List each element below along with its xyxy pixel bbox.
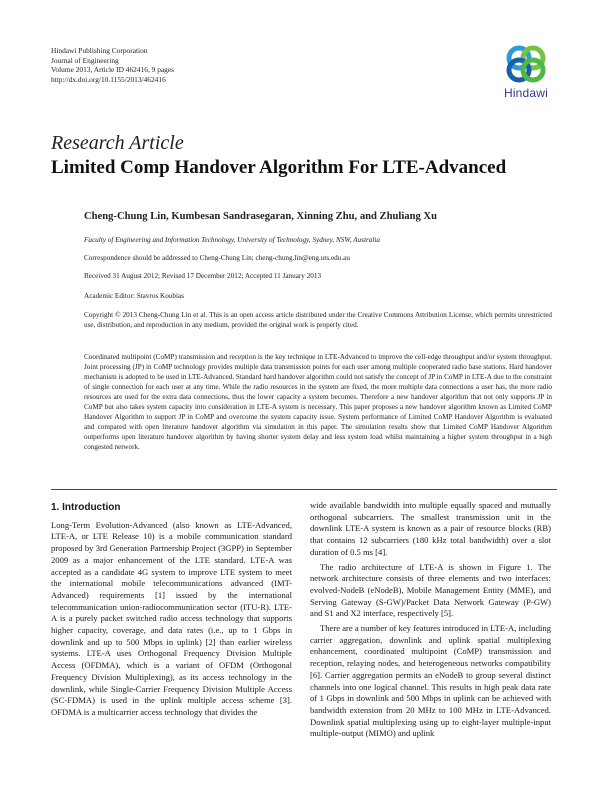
hindawi-logo (496, 44, 556, 108)
hindawi-logo-text: Hindawi (503, 86, 549, 100)
doi-link[interactable]: http://dx.doi.org/10.1155/2013/462416 (51, 74, 166, 84)
journal-name: Journal of Engineering (51, 55, 119, 65)
body-column-right (310, 500, 551, 798)
abstract: Coordinated multipoint (CoMP) transmission and reception is the key technique in LTE-Advanced to improve the cell-edge throughput and/or system throughput. Joint processing (JP) in CoMP technology provides multiple data transmission points for each user among multiple cooperated radio base stations. Hard handover mechanism is adopted to be used in LTE-Advanced. Standard hard handover algorithm could not satisfy the concept of JP in CoMP in LTE-A due to the constraint of single connection for each user at any time. While the radio resources in the system are fixed, the more multiple data connections a user has, the more radio resources are used for the extra data connections, thus the lower capacity a system becomes. Therefore a new handover algorithm that not only supports JP in CoMP but also takes system capacity into consideration in LTE-A system is necessary. This paper proposes a new handover algorithm known as Limited CoMP Handover Algorithm to support JP in CoMP and overcome the system capacity issue. System performance of Limited CoMP Handover Algorithm is evaluated and compared with open literature handover algorithm via simulation in this paper. The simulation results show that Limited CoMP Handover Algorithm outperforms open literature handover algorithm by having shorter system delay and less system load whilst maintaining a higher system throughput in a high congested network. (84, 353, 552, 451)
paper-title: Limited Comp Handover Algorithm For LTE-Advanced (51, 157, 507, 178)
hindawi-logo-icon (504, 44, 548, 84)
body-column-left (51, 502, 292, 800)
author-list: Cheng-Chung Lin, Kumbesan Sandrasegaran, Xinning Zhu, and Zhuliang Xu (84, 211, 437, 222)
body-paragraph: wide available bandwidth into multiple equally spaced and mutually orthogonal subcarriers. The smallest transmission unit in the downlink LTE-A system is known as a pair of resource blocks (RB) that contains 12 subcarriers (180 kHz total bandwidth) over a slot duration of 0.5 ms [4]. (310, 500, 551, 557)
volume-info: Volume 2013, Article ID 462416, 9 pages (51, 65, 175, 75)
body-paragraph: There are a number of key features introduced in LTE-A, including carrier aggregation, downlink and uplink spatial multiplexing enhancement, coordinated multipoint (CoMP) transmission and reception, relaying nodes, and heterogeneous networks compatibility [6]. Carrier aggregation permits an eNodeB to group several distinct channels into one logical channel. This results in high peak data rate of 1 Gbps in downlink and 500 Mbps in uplink can be achieved with bandwidth extension from 20 MHz to 100 MHz in LTE-Advanced. Downlink spatial multiplexing using up to eight-layer multiple-input multiple-output (MIMO) and uplink (310, 623, 551, 739)
article-type: Research Article (51, 132, 184, 154)
correspondence: Correspondence should be addressed to Cheng-Chung Lin; cheng-chung.lin@eng.uts.edu.au (84, 254, 350, 262)
body-paragraph: Long-Term Evolution-Advanced (also known as LTE-Advanced, LTE-A, or LTE Release 10) is a mobile communication standard proposed by 3rd Generation Partnership Project (3GPP) in September 2009 as a major enhancement of the LTE standard. LTE-A was accepted as a candidate 4G system to improve LTE system to meet the international mobile telecommunications advanced (IMT-Advanced) requirements [1] issued by the international telecommunication union-radiocommunication sector (ITU-R). LTE-A is a purely packet switched radio access technology that supports higher capacity, coverage, and data rates (i.e., up to 1 Gbps in downlink and up to 500 Mbps in uplink) [2] than earlier wireless systems. LTE-A uses Orthogonal Frequency Division Multiple Access (OFDMA), which is a variant of OFDM (Orthogonal Frequency Division Multiplexing), as its access technology in the downlink, while Single-Carrier Frequency Division Multiple Access (SC-FDMA) is used in the uplink multiple access scheme [3]. OFDMA is a multicarrier access technology that divides the (51, 519, 292, 717)
body-paragraph: The radio architecture of LTE-A is shown in Figure 1. The network architecture consists of three elements and two interfaces: evolved-NodeB (eNodeB), Mobile Management Entity (MME), and Serving Gateway (S-GW)/Packet Data Network Gateway (P-GW) and S1 and X2 interface, respectively [5]. (310, 561, 551, 619)
received-dates: Received 31 August 2012; Revised 17 December 2012; Accepted 11 January 2013 (84, 272, 322, 280)
section-divider (51, 489, 557, 490)
copyright-notice: Copyright © 2013 Cheng-Chung Lin et al. This is an open access article distributed under the Creative Commons Attribution License, which permits unrestricted use, distribution, and reproduction in any medium, provided the original work is properly cited. (84, 311, 552, 329)
journal-header (51, 46, 174, 84)
publisher-name: Hindawi Publishing Corporation (51, 46, 148, 55)
affiliation: Faculty of Engineering and Information Technology, University of Technology, Sydney, NSW, Australia (84, 236, 380, 244)
academic-editor: Academic Editor: Stavros Koubias (84, 292, 185, 300)
section-heading: 1. Introduction (51, 502, 121, 513)
